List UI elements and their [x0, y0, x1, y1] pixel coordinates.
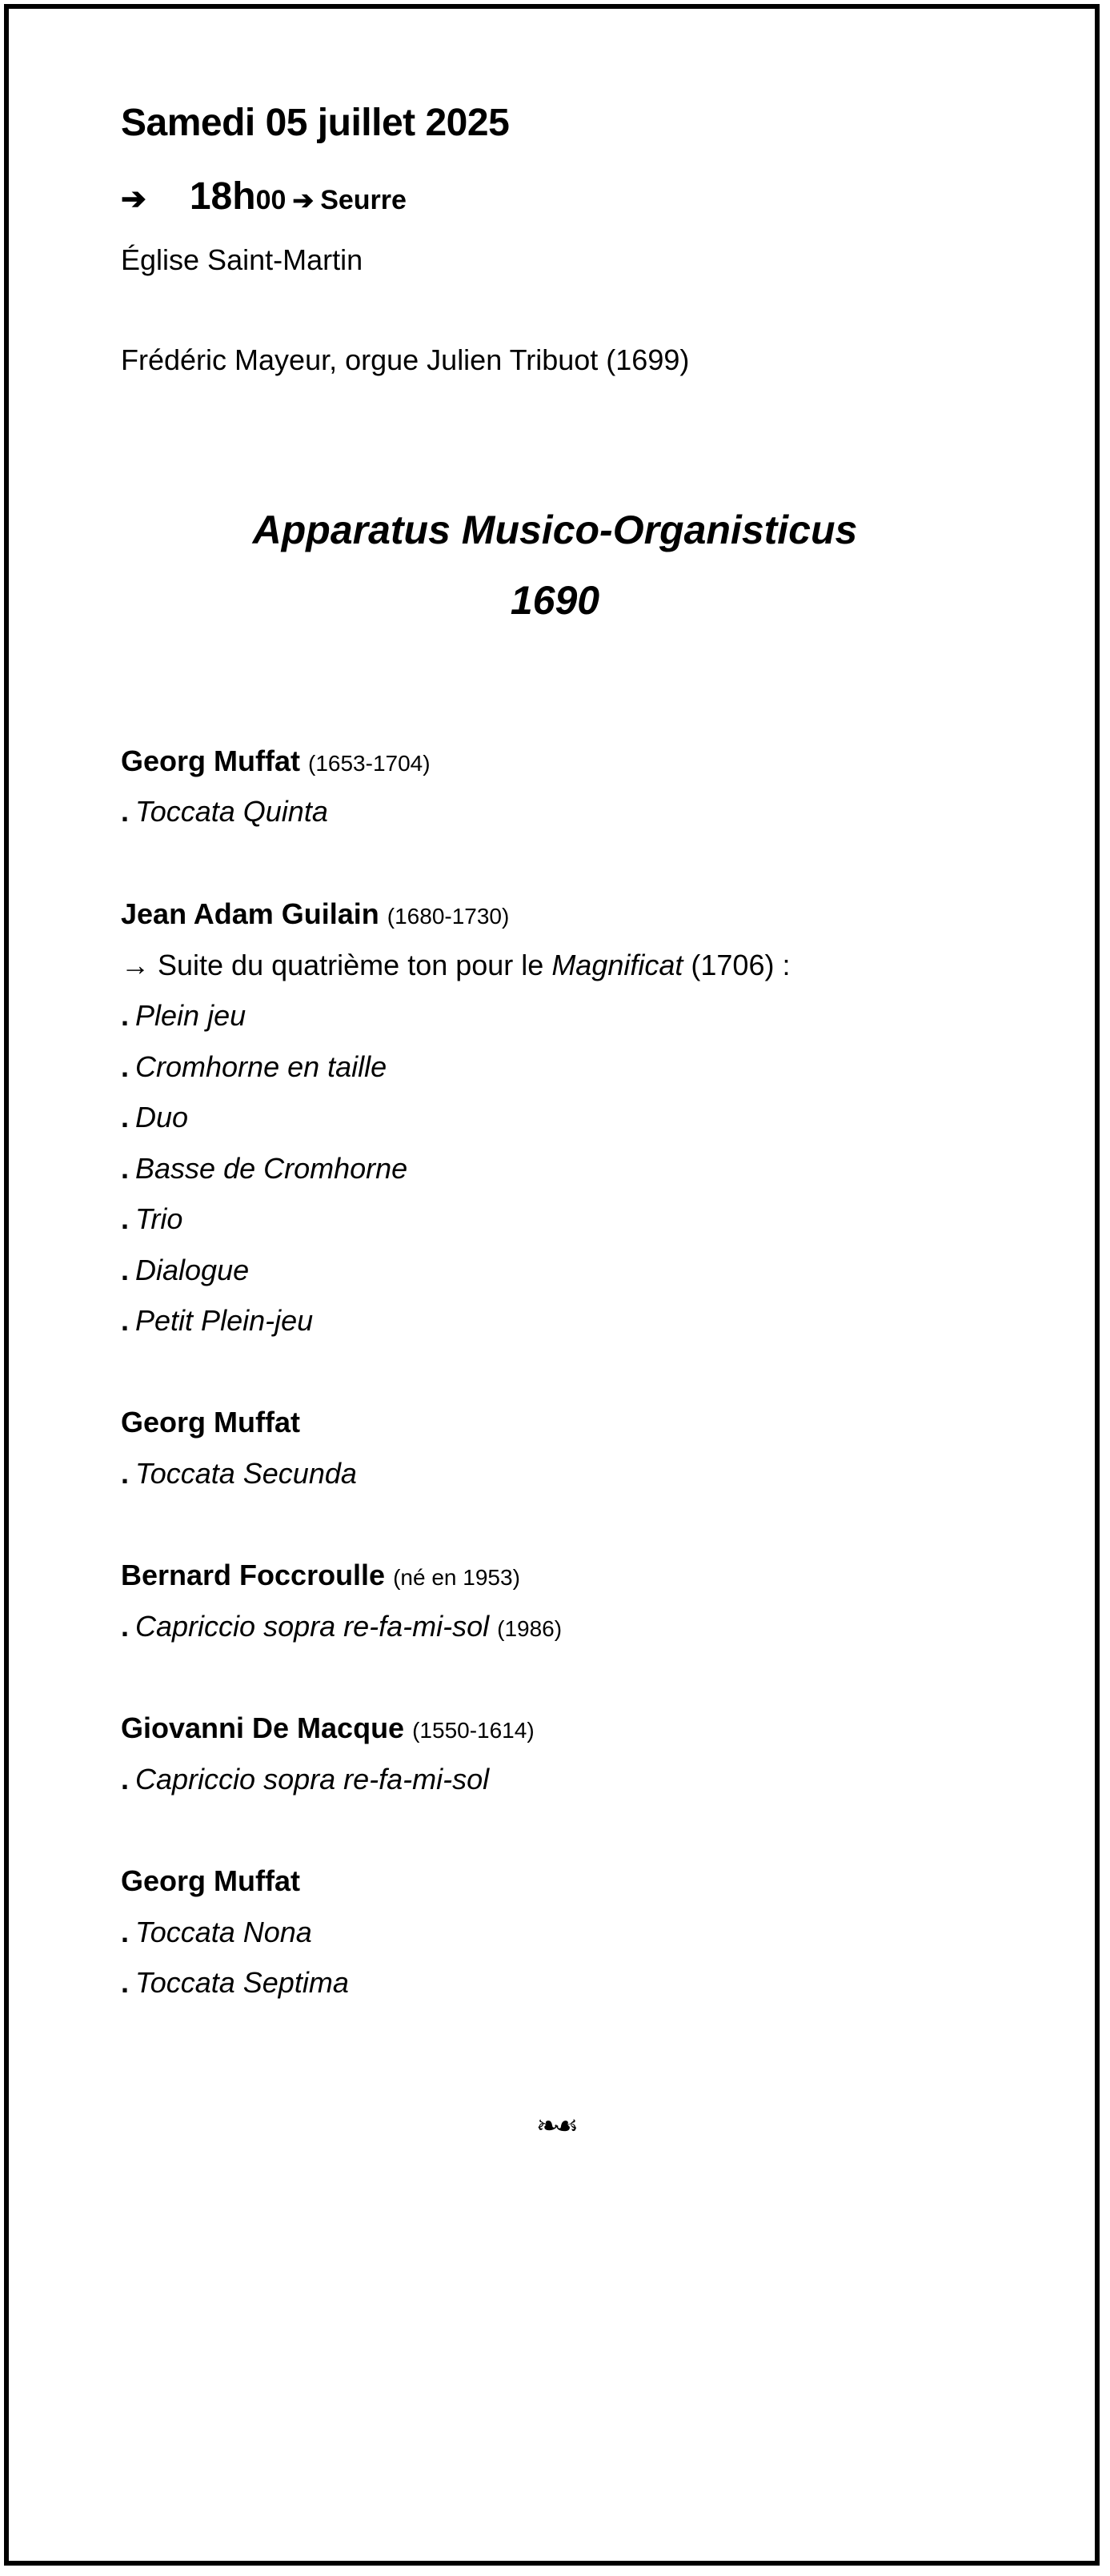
work-item	[121, 999, 246, 1033]
bullet: .	[121, 1254, 130, 1286]
time-location-row	[121, 175, 407, 219]
work-title: Cromhorne en taille	[135, 1050, 387, 1083]
bullet: .	[121, 1916, 130, 1948]
work-item	[121, 1152, 407, 1186]
bullet: .	[121, 1966, 130, 1999]
work-item	[121, 1254, 249, 1287]
work-title: Capriccio sopra re-fa-mi-sol	[135, 1763, 490, 1796]
bullet: .	[121, 1202, 130, 1235]
work-item	[121, 1101, 188, 1134]
suite-prefix: → Suite du quatrième ton pour le	[121, 949, 552, 981]
arrow-right-icon: ➔	[292, 186, 315, 215]
bullet: .	[121, 1101, 130, 1134]
arrow-right-icon: ➔	[121, 183, 146, 216]
program-title-line1: Apparatus Musico-Organisticus	[252, 508, 858, 552]
concert-date: Samedi 05 juillet 2025	[121, 102, 510, 144]
composer-name: Georg Muffat	[121, 1406, 300, 1438]
work-item	[121, 795, 328, 829]
bullet: .	[121, 1457, 130, 1490]
fleuron-ornament-icon: ❧☙	[536, 2110, 574, 2142]
work-year: (1986)	[497, 1616, 563, 1641]
bullet: .	[121, 1152, 130, 1185]
work-item	[121, 1457, 357, 1491]
composer-name: Jean Adam Guilain	[121, 897, 379, 930]
composer-name: Georg Muffat	[121, 1864, 300, 1897]
composer-line	[121, 897, 509, 931]
work-item	[121, 1202, 182, 1236]
composer-dates: (1680-1730)	[387, 904, 510, 929]
composer-name: Georg Muffat	[121, 744, 300, 777]
composer-line	[121, 1559, 520, 1592]
time-minutes: 00	[255, 185, 287, 215]
work-title: Toccata Secunda	[135, 1457, 357, 1490]
work-title: Toccata Nona	[135, 1916, 312, 1948]
work-item	[121, 1304, 313, 1338]
composer-name: Giovanni De Macque	[121, 1711, 405, 1744]
work-title: Dialogue	[135, 1254, 250, 1286]
work-item	[121, 1916, 312, 1949]
work-title: Petit Plein-jeu	[135, 1304, 314, 1337]
suite-suffix: (1706) :	[683, 949, 791, 981]
composer-dates: (1550-1614)	[412, 1718, 535, 1743]
program-title-line2: 1690	[510, 578, 600, 623]
bullet: .	[121, 1304, 130, 1337]
work-title: Basse de Cromhorne	[135, 1152, 408, 1185]
bullet: .	[121, 1610, 130, 1643]
work-item	[121, 1763, 489, 1796]
work-title: Toccata Septima	[135, 1966, 349, 1999]
composer-dates: (1653-1704)	[308, 751, 431, 776]
suite-heading	[121, 949, 790, 982]
work-title: Toccata Quinta	[135, 795, 328, 828]
city: Seurre	[320, 185, 407, 215]
composer-line	[121, 1864, 300, 1898]
performer: Frédéric Mayeur, orgue Julien Tribuot (1699)	[121, 343, 690, 376]
work-title: Trio	[135, 1202, 183, 1235]
bullet: .	[121, 795, 130, 828]
composer-line	[121, 1711, 535, 1745]
composer-line	[121, 744, 431, 778]
work-item	[121, 1966, 349, 2000]
work-title: Capriccio sopra re-fa-mi-sol	[135, 1610, 490, 1643]
bullet: .	[121, 1050, 130, 1083]
venue: Église Saint-Martin	[121, 243, 363, 276]
work-title: Duo	[135, 1101, 189, 1134]
bullet: .	[121, 999, 130, 1032]
work-item	[121, 1610, 562, 1643]
program-title	[121, 495, 989, 636]
bullet: .	[121, 1763, 130, 1796]
work-item	[121, 1050, 387, 1084]
composer-name: Bernard Foccroulle	[121, 1559, 386, 1591]
composer-line	[121, 1406, 300, 1439]
composer-dates: (né en 1953)	[393, 1565, 520, 1590]
time-hour: 18h	[189, 175, 256, 218]
suite-italic: Magnificat	[551, 949, 683, 981]
work-title: Plein jeu	[135, 999, 246, 1032]
